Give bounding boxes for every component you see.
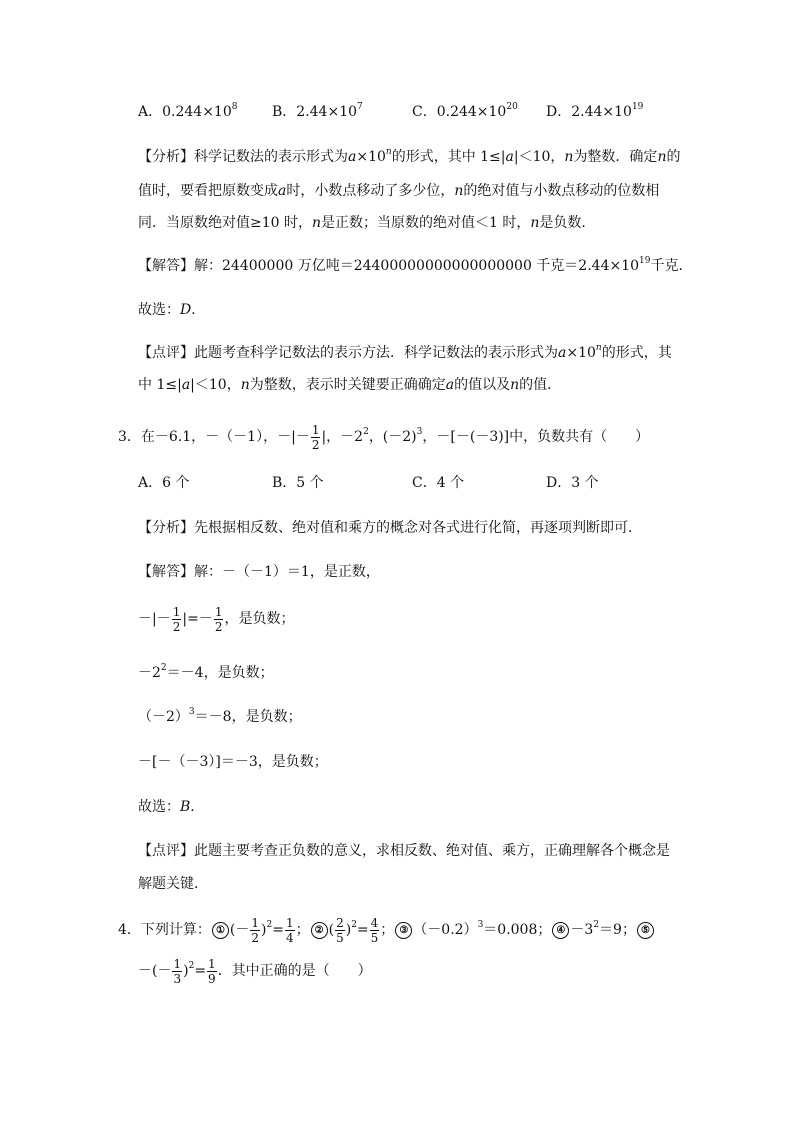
q2-option-c: C．$0.244\times 10^{20}$ [412, 102, 518, 120]
fraction: $\frac{1}{2}$ [214, 604, 223, 634]
fraction: $\frac{1}{9}$ [208, 956, 216, 986]
fraction: $\frac{1}{4}$ [285, 915, 294, 945]
q4-stem-line-2: －(－ $\frac{1}{3}$ )$^2$= $\frac{1}{9}$ ．其中正确的是（ ） [138, 956, 372, 986]
fraction: $\frac{2}{5}$ [336, 915, 344, 945]
q3-option-c: C．4 个 [412, 475, 465, 491]
q3-step-2: $-2^2=-4$，是负数； [138, 663, 274, 681]
q2-analysis-line-1: 【分析】科学记数法的表示形式为$a\times 10^n$的形式，其中 1≤|a|＜10，n为整数．确定n的 [138, 147, 681, 165]
q2-option-b: B．$2.44\times 10^7$ [272, 102, 363, 120]
q4-stem-line-1: 4．下列计算： ① (－ $\frac{1}{2}$ )$^2$= $\frac{1}{4}$ ； ② ( $\frac{2}{5}$ )$^2$= $\frac{4}{5}$ ； ③ $(-0.2)^3=0.008$； ④ $-3^2=9$； ⑤ [118, 915, 655, 945]
q3-step-3: $(-2)^3=-8$，是负数； [138, 707, 302, 725]
q2-option-a: A．$0.244\times 10^8$ [138, 102, 238, 120]
q2-comment-line-2: 中 1≤|a|＜10，n为整数，表示时关键要正确确定a的值以及n的值． [138, 377, 562, 393]
q2-option-d: D．$2.44\times 10^{19}$ [546, 102, 644, 120]
q2-analysis-line-3: 同．当原数绝对值≥10 时，n是正数；当原数的绝对值＜1 时，n是负数． [138, 215, 596, 231]
q3-comment-line-2: 解题关键． [138, 876, 208, 892]
q3-step-1: －|－ $\frac{1}{2}$ |=－ $\frac{1}{2}$ ，是负数； [138, 604, 295, 634]
q2-choice: 故选：D． [138, 302, 206, 318]
fraction: $\frac{1}{2}$ [172, 604, 181, 634]
q3-option-d: D．3 个 [546, 475, 599, 491]
fraction: $\frac{4}{5}$ [370, 915, 379, 945]
q3-analysis: 【分析】先根据相反数、绝对值和乘方的概念对各式进行化简，再逐项判断即可． [138, 520, 642, 536]
q2-comment-line-1: 【点评】此题考查科学记数法的表示方法．科学记数法的表示形式为$a\times 10^n$的形式，其 [138, 343, 672, 361]
q2-analysis-line-2: 值时，要看把原数变成a时，小数点移动了多少位，n的绝对值与小数点移动的位数相 [138, 183, 660, 199]
q3-answer: 【解答】解：－（－1）＝1，是正数， [138, 564, 380, 580]
q3-stem: 3．在－6.1，－（－1），－|－ $\frac{1}{2}$ |，$-2^2$，$(-2)^3$，－[－(－3)]中，负数共有（ ） [118, 422, 650, 452]
q3-option-b: B．5 个 [272, 475, 324, 491]
q3-choice: 故选：B． [138, 799, 205, 815]
q3-option-a: A．6 个 [138, 475, 190, 491]
q3-comment-line-1: 【点评】此题主要考查正负数的意义，求相反数、绝对值、乘方，正确理解各个概念是 [138, 843, 670, 859]
fraction: $\frac{1}{2}$ [251, 915, 260, 945]
fraction: $\frac{1}{2}$ [311, 422, 320, 452]
q2-answer: 【解答】解：24400000 万亿吨＝24400000000000000000 千克$=2.44\times 10^{19}$千克． [138, 256, 693, 274]
q3-step-4: －[－（－3）]＝－3，是负数； [138, 754, 328, 770]
fraction: $\frac{1}{3}$ [173, 956, 182, 986]
